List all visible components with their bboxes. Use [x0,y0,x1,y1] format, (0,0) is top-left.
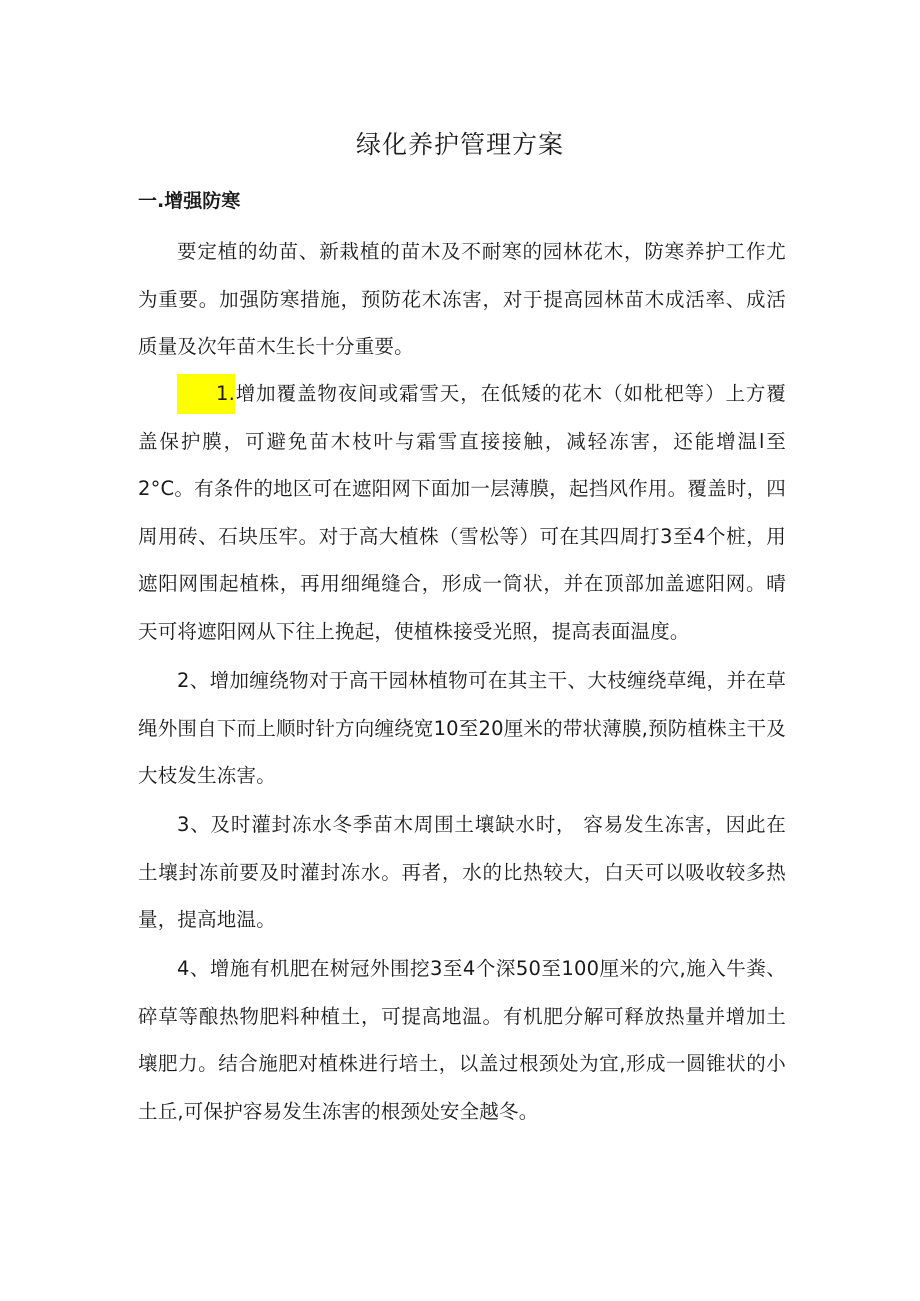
section-heading: 一.增强防寒 [138,190,241,212]
document-title: 绿化养护管理方案 [355,130,564,159]
paragraph-item-1-text: 增加覆盖物夜间或霜雪天，在低矮的花木（如枇杷等）上方覆盖保护膜，可避免苗木枝叶与霜雪直接接触，减轻冻害，还能增温l至2°C。有条件的地区可在遮阳网下面加一层薄膜，起挡风作用。覆盖时，四周用砖、石块压牢。对于高大植株（雪松等）可在其四周打3至4个桩，用遮阳网围起植株，再用细绳缝合，形成一筒状，并在顶部加盖遮阳网。晴天可将遮阳网从下往上挽起，使植株接受光照，提高表面温度。 [138,382,786,643]
highlighted-item-marker: 1. [177,374,235,414]
paragraph-item-2: 2、增加缠绕物对于高干园林植物可在其主干、大枝缠绕草绳，并在草绳外围自下而上顺时针方向缠绕宽10至20厘米的带状薄膜,预防植株主干及大枝发生冻害。 [138,669,786,787]
paragraph-intro: 要定植的幼苗、新栽植的苗木及不耐寒的园林花木，防寒养护工作尤为重要。加强防寒措施，预防花木冻害，对于提高园林苗木成活率、成活质量及次年苗木生长十分重要。 [138,240,786,358]
paragraph-item-4: 4、增施有机肥在树冠外围挖3至4个深50至100厘米的穴,施入牛粪、碎草等酿热物肥料种植土，可提高地温。有机肥分解可释放热量并增加土壤肥力。结合施肥对植株进行培土，以盖过根颈处为宜,形成一圆锥状的小土丘,可保护容易发生冻害的根颈处安全越冬。 [138,957,786,1123]
paragraph-item-1 [138,370,786,655]
paragraph-item-3: 3、及时灌封冻水冬季苗木周围土壤缺水时， 容易发生冻害，因此在土壤封冻前要及时灌封冻水。再者，水的比热较大，白天可以吸收较多热量，提高地温。 [138,813,786,931]
